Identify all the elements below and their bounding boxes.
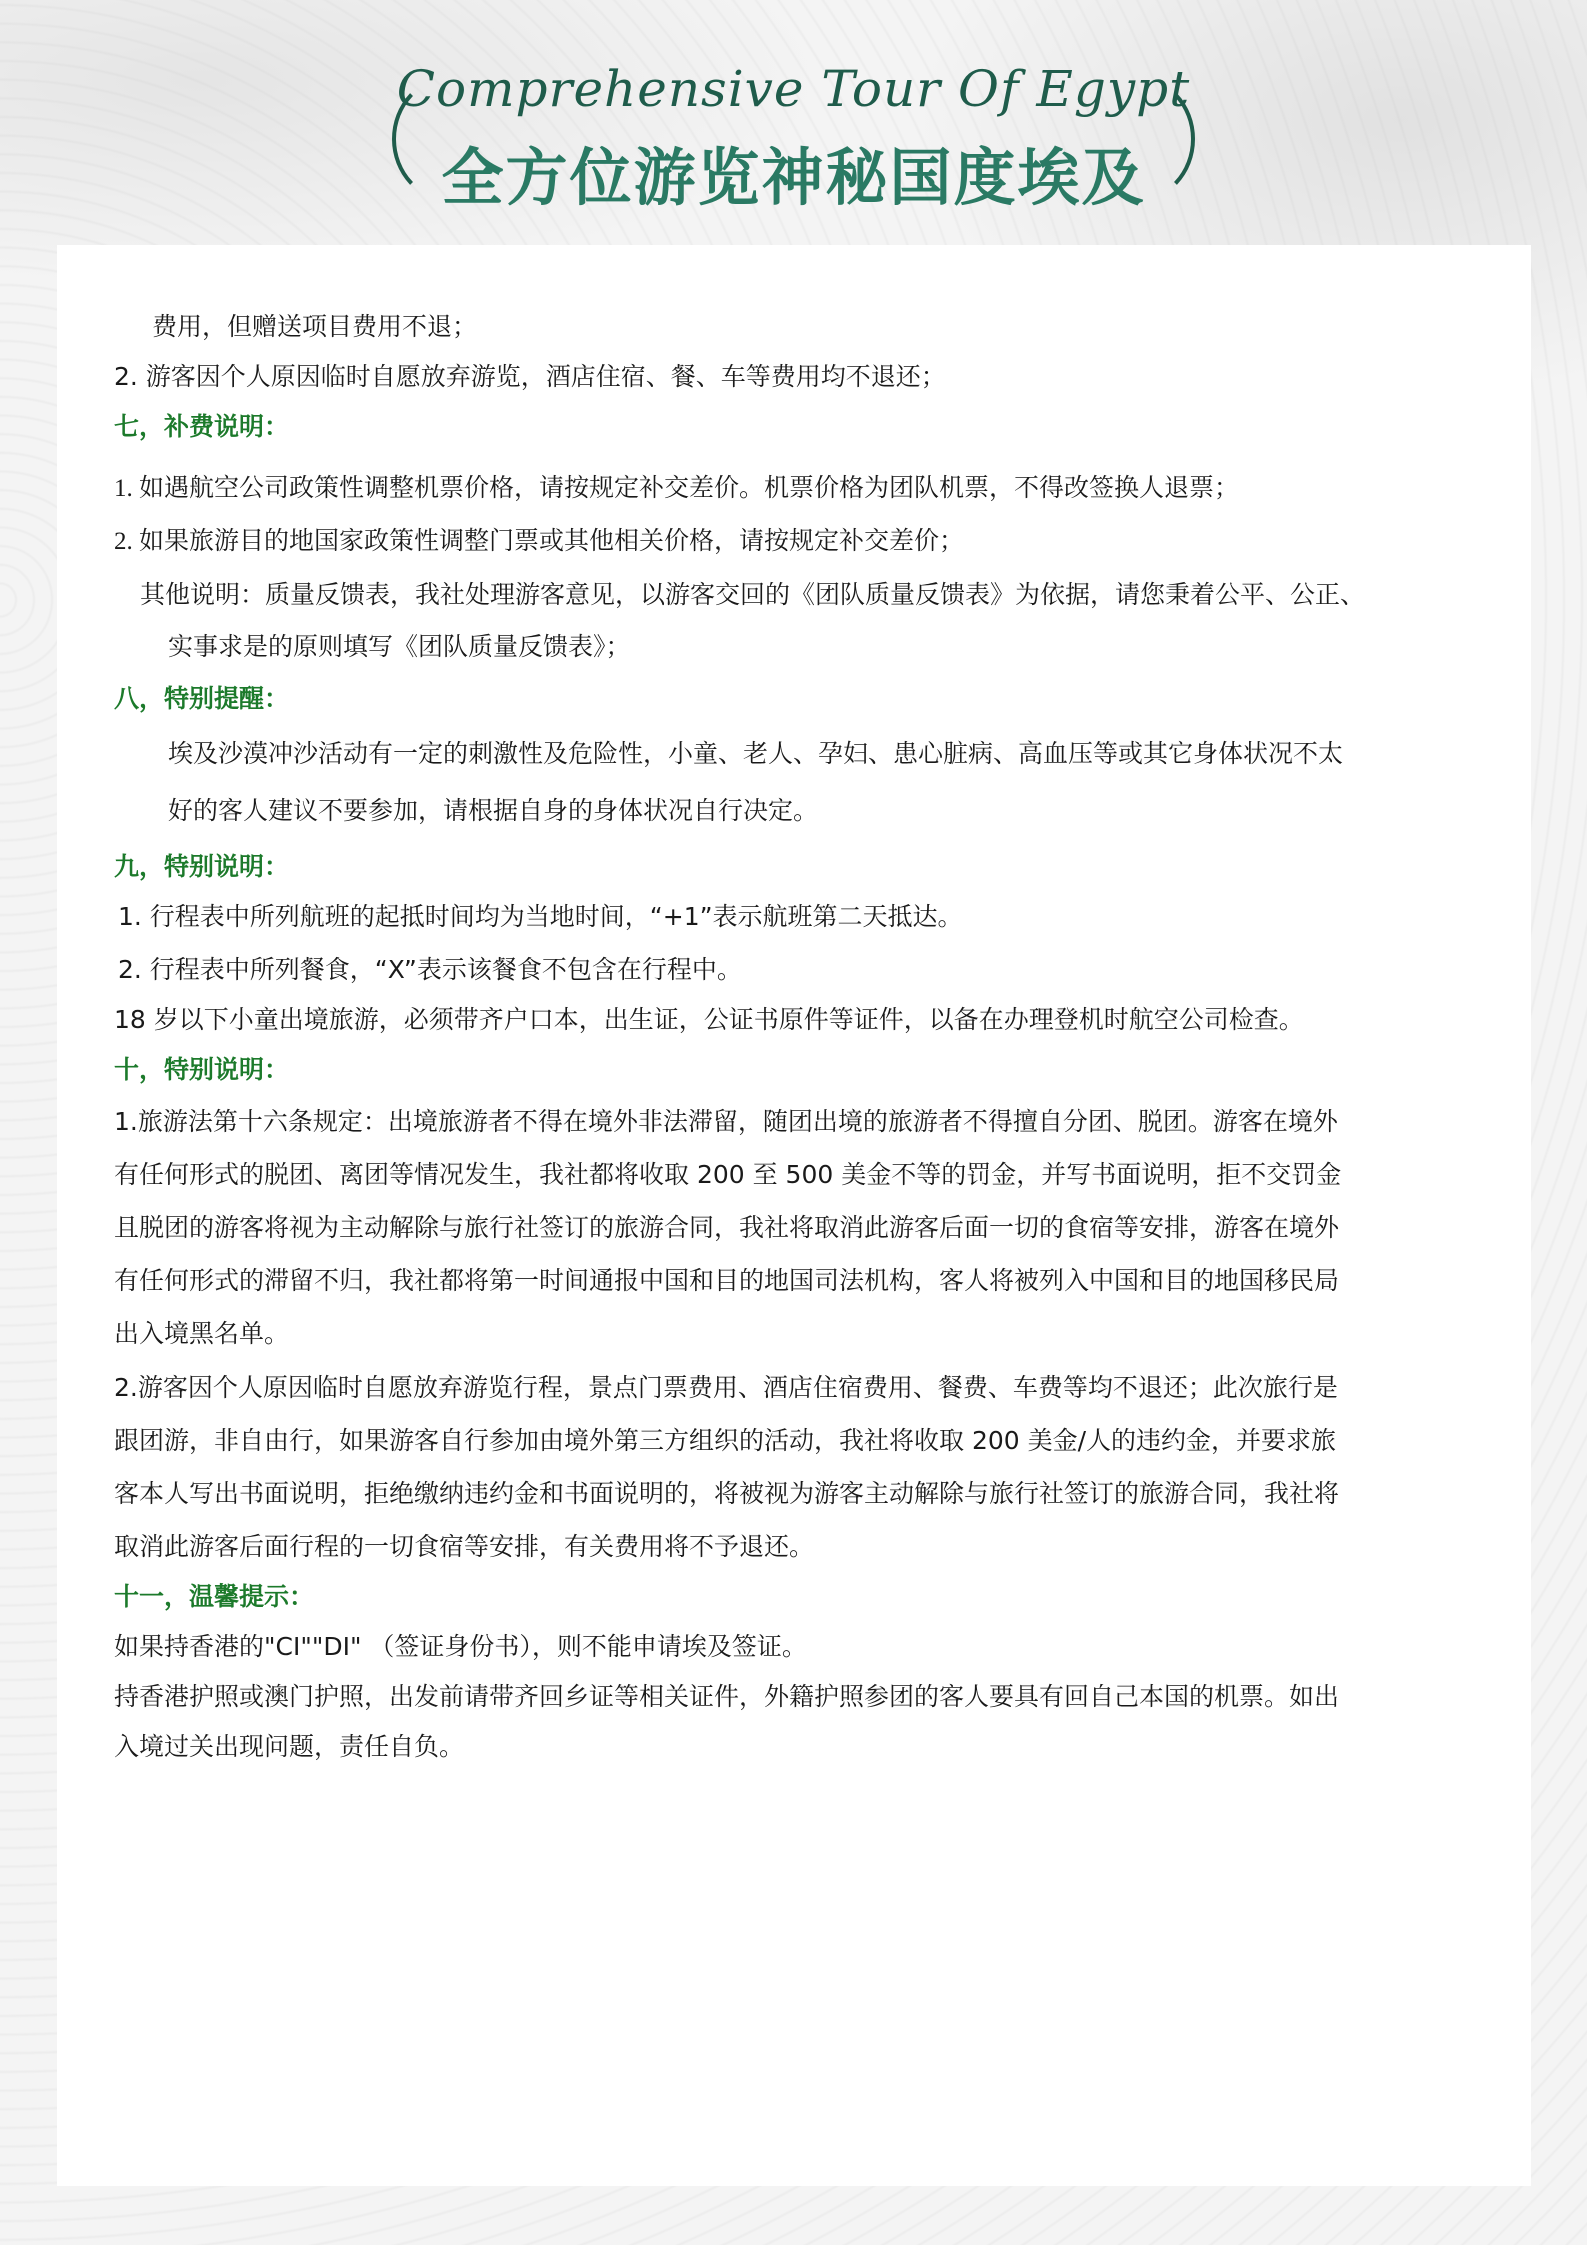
list-item: 1. 行程表中所列航班的起抵时间均为当地时间，“+1”表示航班第二天抵达。 xyxy=(118,902,963,931)
page-header xyxy=(0,0,1587,240)
paragraph: 跟团游，非自由行，如果游客自行参加由境外第三方组织的活动，我社将收取 200 美金/人的违约金，并要求旅 xyxy=(114,1426,1337,1455)
continued-text: 费用，但赠送项目费用不退； xyxy=(152,312,478,341)
paragraph: 1.旅游法第十六条规定：出境旅游者不得在境外非法滞留，随团出境的旅游者不得擅自分团、脱团。游客在境外 xyxy=(114,1107,1338,1136)
paragraph: 18 岁以下小童出境旅游，必须带齐户口本，出生证，公证书原件等证件，以备在办理登机时航空公司检查。 xyxy=(114,1005,1304,1034)
list-item: 2. 游客因个人原因临时自愿放弃游览，酒店住宿、餐、车等费用均不退还； xyxy=(114,362,946,391)
paragraph: 埃及沙漠冲沙活动有一定的刺激性及危险性，小童、老人、孕妇、患心脏病、高血压等或其它身体状况不太 xyxy=(168,739,1344,768)
paragraph: 客本人写出书面说明，拒绝缴纳违约金和书面说明的，将被视为游客主动解除与旅行社签订的旅游合同，我社将 xyxy=(114,1479,1340,1508)
paragraph: 出入境黑名单。 xyxy=(114,1319,290,1348)
paragraph: 2.游客因个人原因临时自愿放弃游览行程，景点门票费用、酒店住宿费用、餐费、车费等均不退还；此次旅行是 xyxy=(114,1373,1338,1402)
list-item: 1. 如遇航空公司政策性调整机票价格，请按规定补交差价。机票价格为团队机票，不得改签换人退票； xyxy=(114,475,1240,502)
paragraph: 好的客人建议不要参加，请根据自身的身体状况自行决定。 xyxy=(168,796,819,825)
section-heading-11: 十一，温馨提示： xyxy=(114,1582,315,1611)
paragraph: 有任何形式的滞留不归，我社都将第一时间通报中国和目的地国司法机构，客人将被列入中国和目的地国移民局 xyxy=(114,1266,1340,1295)
section-heading-8: 八，特别提醒： xyxy=(114,684,290,713)
section-heading-7: 七，补费说明： xyxy=(114,412,290,441)
paragraph: 且脱团的游客将视为主动解除与旅行社签订的旅游合同，我社将取消此游客后面一切的食宿等安排，游客在境外 xyxy=(114,1213,1340,1242)
paragraph: 持香港护照或澳门护照，出发前请带齐回乡证等相关证件，外籍护照参团的客人要具有回自己本国的机票。如出 xyxy=(114,1682,1340,1711)
paragraph: 其他说明：质量反馈表，我社处理游客意见，以游客交回的《团队质量反馈表》为依据，请您秉着公平、公正、 xyxy=(140,580,1366,609)
paragraph: 入境过关出现问题，责任自负。 xyxy=(114,1732,465,1761)
list-item: 2. 如果旅游目的地国家政策性调整门票或其他相关价格，请按规定补交差价； xyxy=(114,528,965,555)
paragraph: 有任何形式的脱团、离团等情况发生，我社都将收取 200 至 500 美金不等的罚金，并写书面说明，拒不交罚金 xyxy=(114,1160,1342,1189)
section-heading-9: 九，特别说明： xyxy=(114,852,290,881)
paragraph: 如果持香港的"CI""DI" （签证身份书），则不能申请埃及签证。 xyxy=(114,1632,807,1661)
section-heading-10: 十，特别说明： xyxy=(114,1055,290,1084)
paragraph: 取消此游客后面行程的一切食宿等安排，有关费用将不予退还。 xyxy=(114,1532,815,1561)
title-chinese: 全方位游览神秘国度埃及 xyxy=(441,141,1146,214)
title-english: Comprehensive Tour Of Egypt xyxy=(396,60,1191,118)
paragraph: 实事求是的原则填写《团队质量反馈表》； xyxy=(168,632,631,661)
list-item: 2. 行程表中所列餐食，“X”表示该餐食不包含在行程中。 xyxy=(118,955,742,984)
